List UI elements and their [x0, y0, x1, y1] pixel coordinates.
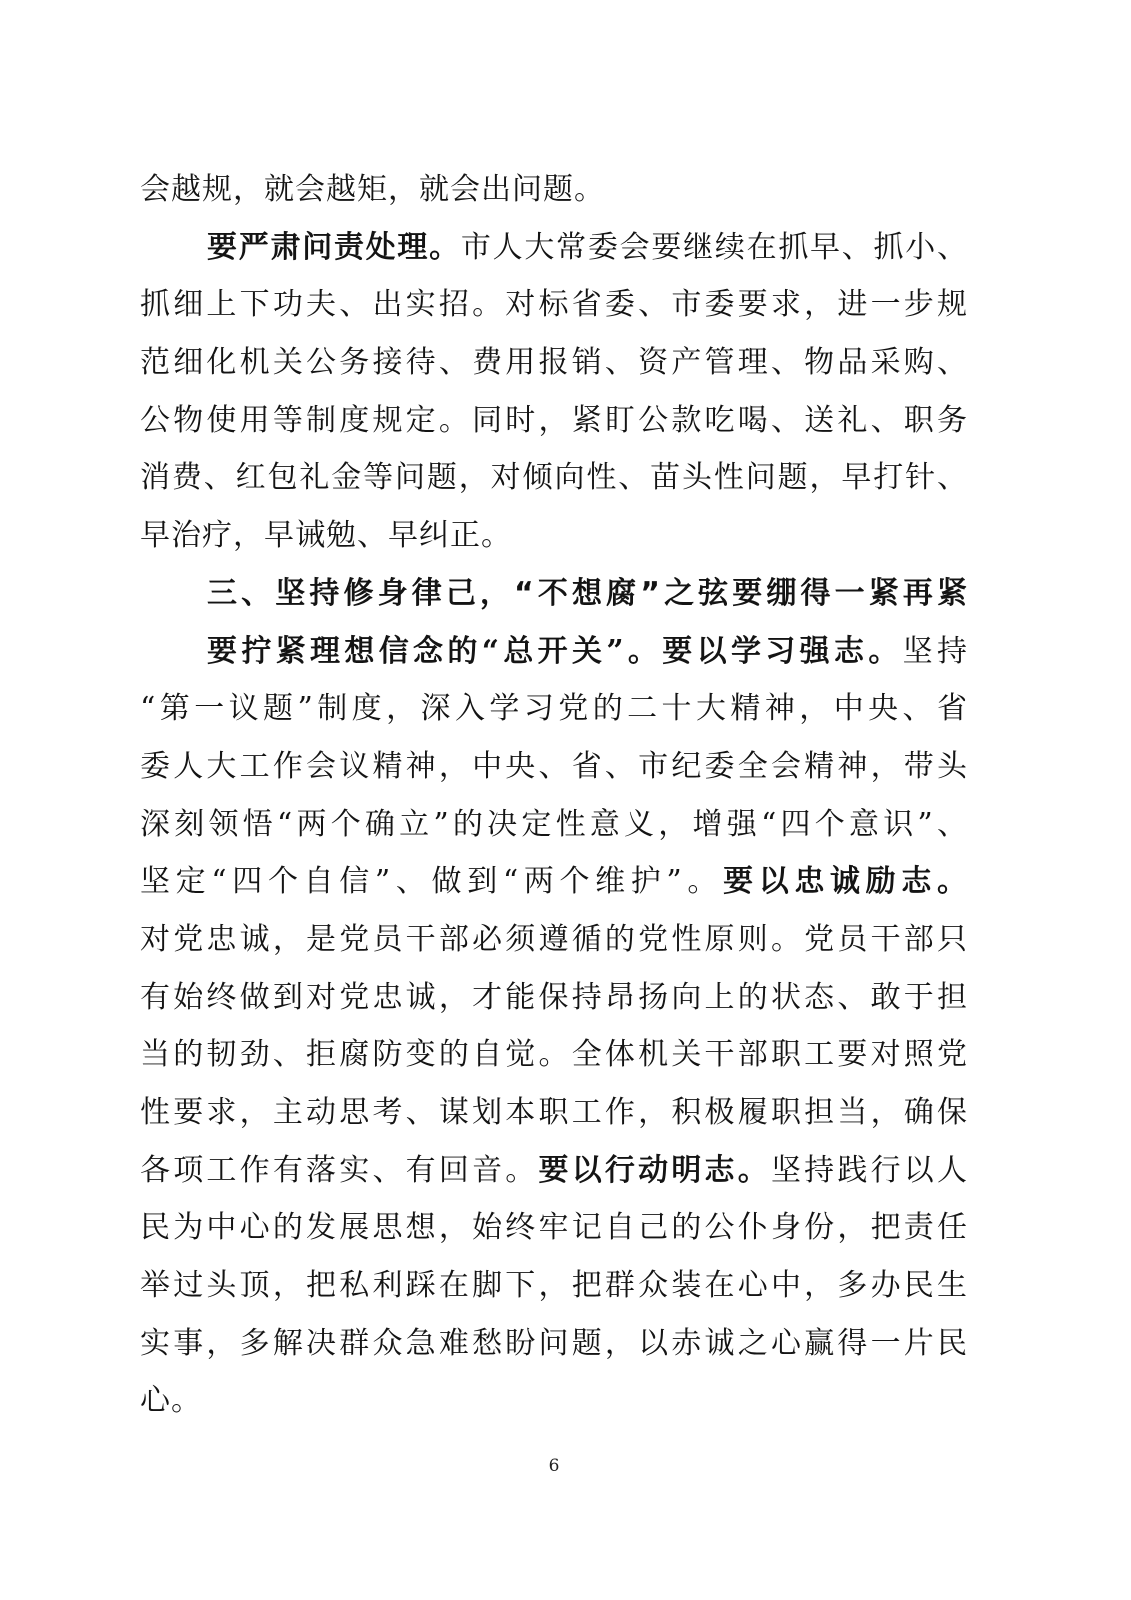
line-text: 有始终做到对党忠诚，才能保持昂扬向上的状态、敢于担 [140, 979, 968, 1015]
line-text: 消费、红包礼金等问题，对倾向性、苗头性问题，早打针、 [140, 460, 968, 496]
text-line [140, 276, 968, 334]
line-text: 性要求，主动思考、谋划本职工作，积极履职担当，确保 [140, 1095, 968, 1130]
text-line [140, 392, 968, 450]
line-text: 市人大常委会要继续在抓早、抓小、 [460, 229, 968, 265]
text-line [140, 969, 968, 1027]
text-line [140, 449, 968, 507]
text-line [140, 1315, 968, 1373]
bold-phrase: 要以忠诚励志。 [723, 864, 968, 900]
text-line [140, 1142, 968, 1200]
page-body [140, 161, 968, 1430]
bold-phrase: 要以行动明志。 [538, 1152, 771, 1188]
text-line [140, 161, 968, 219]
text-line [140, 623, 968, 681]
text-line [140, 219, 968, 277]
line-text: 会越规，就会越矩，就会出问题。 [140, 172, 605, 207]
text-line [140, 507, 968, 565]
line-text: 心。 [140, 1383, 202, 1419]
text-line [140, 1257, 968, 1315]
text-line [140, 680, 968, 738]
line-text: 民为中心的发展思想，始终牢记自己的公仆身份，把责任 [140, 1210, 968, 1246]
bold-phrase: 要严肃问责处理。 [207, 229, 461, 265]
line-text: 举过头顶，把私利踩在脚下，把群众装在心中，多办民生 [140, 1268, 968, 1304]
text-line [140, 796, 968, 854]
line-text: “第一议题”制度，深入学习党的二十大精神，中央、省 [140, 691, 968, 727]
line-text: 各项工作有落实、有回音。 [140, 1152, 539, 1188]
text-line [140, 334, 968, 392]
line-text: 早治疗，早诫勉、早纠正。 [140, 518, 512, 554]
heading-text: 三、坚持修身律己，“不想腐”之弦要绷得一紧再紧 [207, 575, 968, 611]
page-number: 6 [548, 1456, 560, 1476]
line-text: 委人大工作会议精神，中央、省、市纪委全会精神，带头 [140, 748, 968, 784]
bold-phrase: 要拧紧理想信念的“总开关”。要以学习强志。 [207, 633, 903, 669]
text-line [140, 1372, 968, 1430]
line-text: 实事，多解决群众急难愁盼问题，以赤诚之心赢得一片民 [140, 1325, 968, 1361]
line-text: 坚持践行以人 [770, 1152, 968, 1188]
text-line [140, 1084, 968, 1142]
text-line [140, 853, 968, 911]
section-heading [140, 565, 968, 623]
text-line [140, 738, 968, 796]
line-text: 公物使用等制度规定。同时，紧盯公款吃喝、送礼、职务 [140, 402, 968, 438]
line-text: 坚定“四个自信”、做到“两个维护”。 [140, 864, 724, 900]
line-text: 对党忠诚，是党员干部必须遵循的党性原则。党员干部只 [140, 921, 968, 957]
text-line [140, 1199, 968, 1257]
line-text: 抓细上下功夫、出实招。对标省委、市委要求，进一步规 [140, 287, 968, 323]
text-line [140, 1026, 968, 1084]
line-text: 坚持 [902, 633, 968, 669]
text-line [140, 911, 968, 969]
line-text: 深刻领悟“两个确立”的决定性意义，增强“四个意识”、 [140, 806, 968, 842]
line-text: 范细化机关公务接待、费用报销、资产管理、物品采购、 [140, 345, 968, 381]
line-text: 当的韧劲、拒腐防变的自觉。全体机关干部职工要对照党 [140, 1037, 968, 1073]
